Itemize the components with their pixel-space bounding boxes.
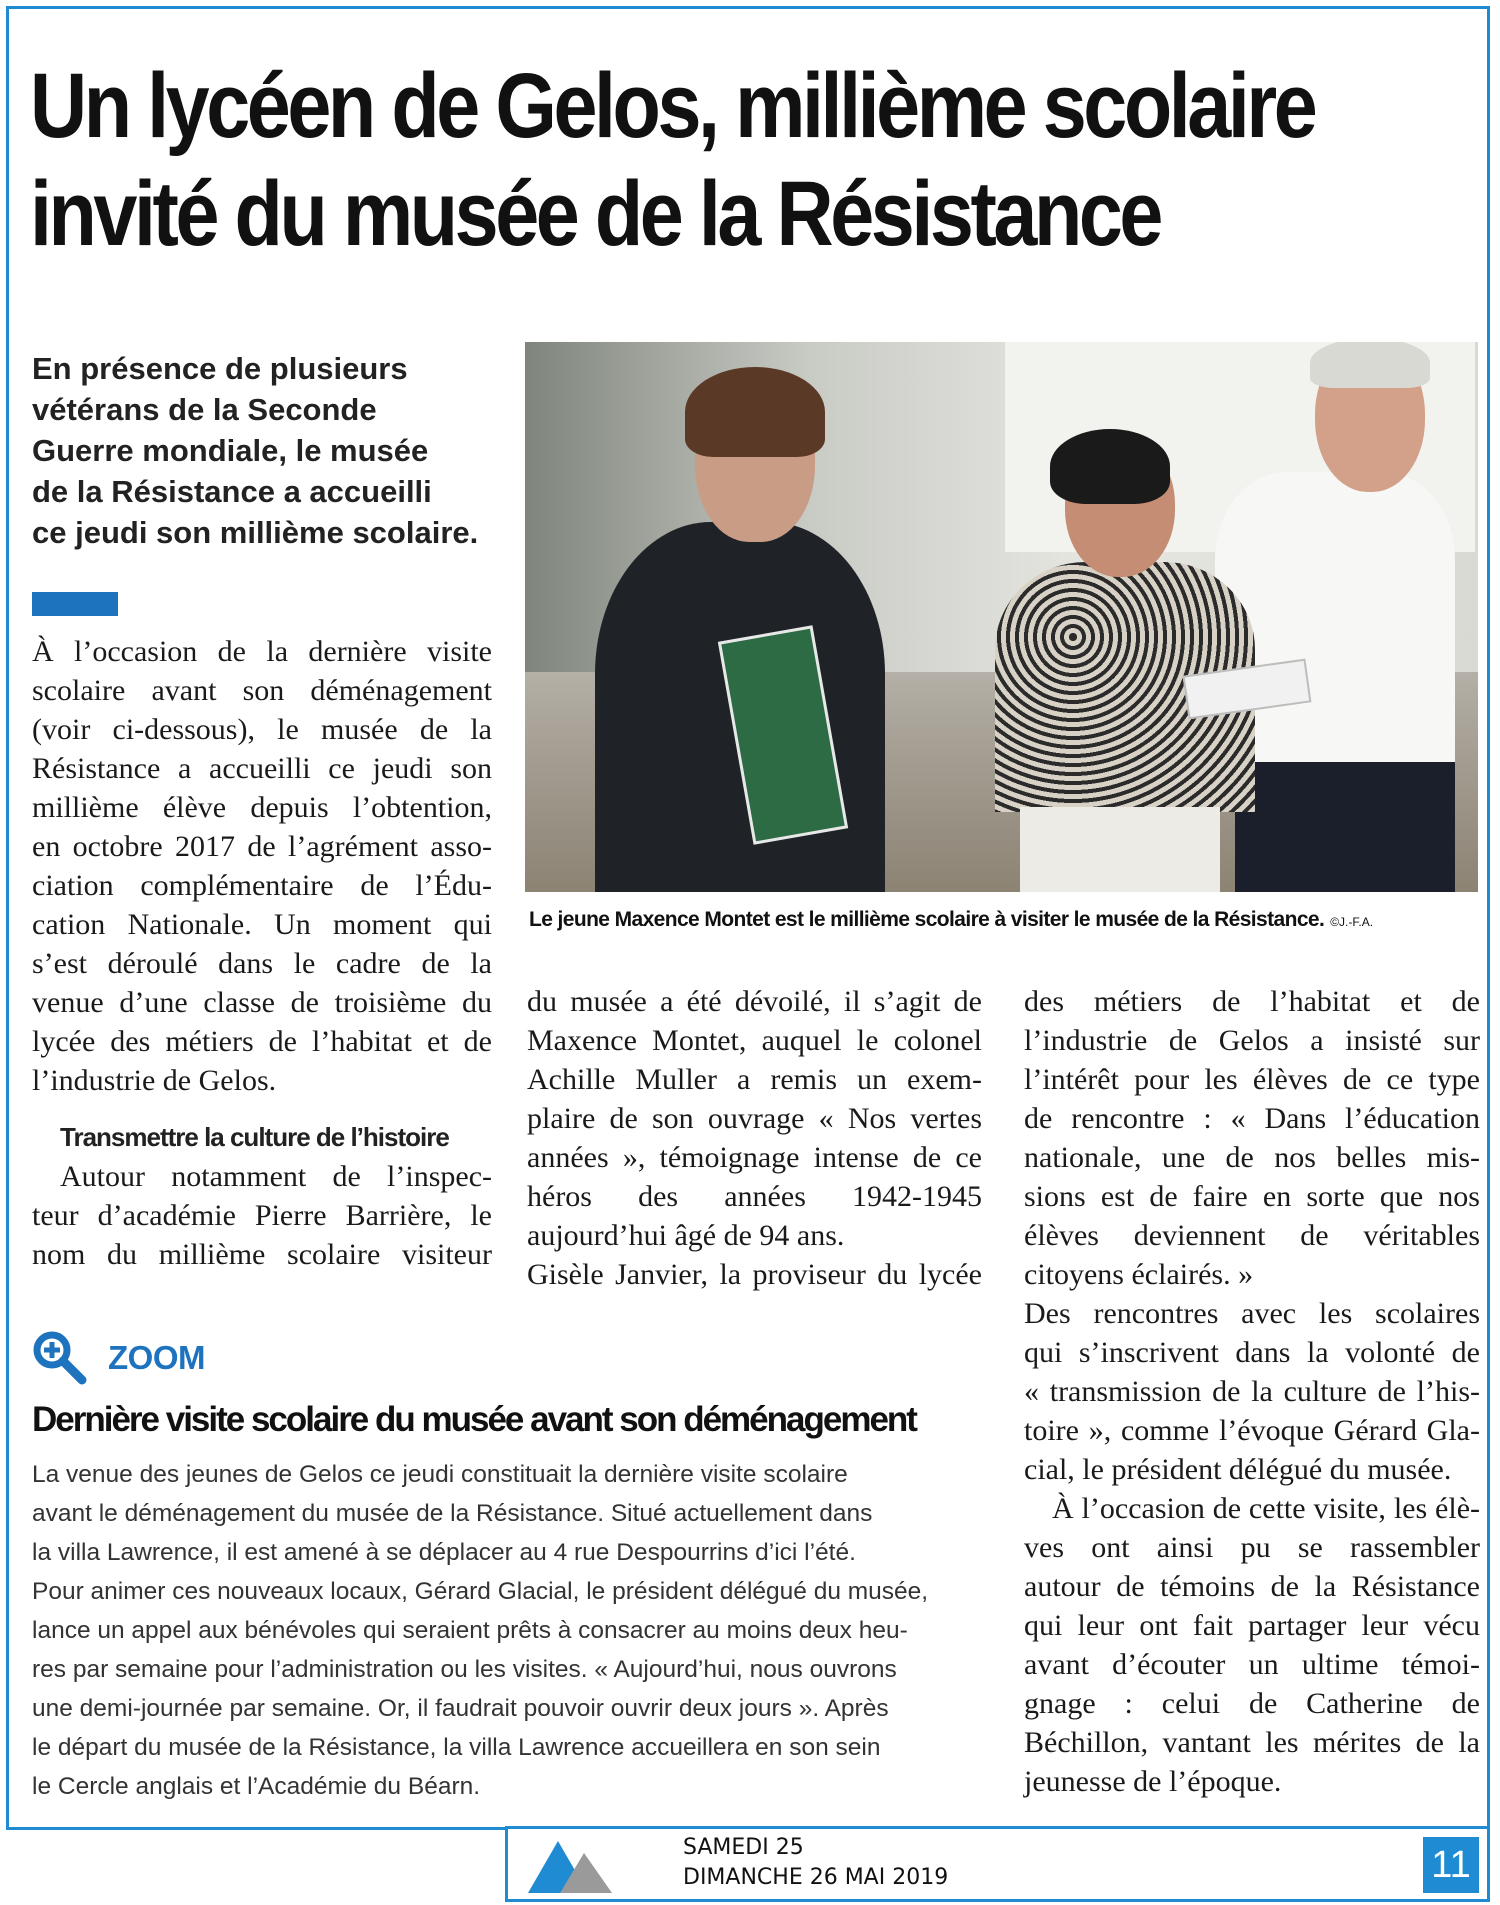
body-line: Béchillon, vantant les mérites de la	[1024, 1726, 1480, 1759]
issue-date-line-1: SAMEDI 25	[683, 1835, 804, 1860]
body-line: Gisèle Janvier, la proviseur du lycée	[527, 1258, 982, 1291]
body-line: de rencontre : « Dans l’éducation	[1024, 1102, 1480, 1135]
zoom-line: La venue des jeunes de Gelos ce jeudi constituait la dernière visite scolaire	[32, 1461, 848, 1488]
caption-text: Le jeune Maxence Montet est le millième scolaire à visiter le musée de la Résistance.	[529, 908, 1325, 931]
body-line: Des rencontres avec les scolaires	[1024, 1297, 1480, 1330]
body-line: avant d’écouter un ultime témoi-	[1024, 1648, 1480, 1681]
body-line: l’industrie de Gelos.	[32, 1064, 277, 1097]
body-line: venue d’une classe de troisième du	[32, 986, 492, 1019]
body-line: Achille Muller a remis un exem-	[527, 1063, 982, 1096]
article-column-3	[1024, 982, 1480, 1801]
body-line: À l’occasion de cette visite, les élè-	[1052, 1492, 1480, 1525]
photo-credit: ©J.-F.A.	[1330, 915, 1374, 929]
body-line: l’industrie de Gelos a insisté sur	[1024, 1024, 1480, 1057]
body-line: gnage : celui de Catherine de	[1024, 1687, 1480, 1720]
body-line: À l’occasion de la dernière visite	[32, 635, 492, 668]
body-line: teur d’académie Pierre Barrière, le	[32, 1199, 492, 1232]
body-line: s’est déroulé dans le cadre de la	[32, 947, 492, 980]
body-line: du musée a été dévoilé, il s’agit de	[527, 985, 982, 1018]
body-line: élèves deviennent de véritables	[1024, 1219, 1480, 1252]
photo-caption	[529, 908, 1489, 932]
body-line: héros des années 1942-1945	[527, 1180, 982, 1213]
zoom-line: Pour animer ces nouveaux locaux, Gérard Glacial, le président délégué du musée,	[32, 1578, 929, 1605]
zoom-line: la villa Lawrence, il est amené à se déplacer au 4 rue Despourrins d’ici l’été.	[32, 1539, 856, 1566]
lede	[32, 348, 502, 553]
zoom-label: ZOOM	[108, 1339, 205, 1376]
lede-line: de la Résistance a accueilli	[32, 474, 432, 509]
body-line: l’intérêt pour les élèves de ce type	[1024, 1063, 1480, 1096]
body-line: années », témoignage intense de ce	[527, 1141, 982, 1174]
body-line: aujourd’hui âgé de 94 ans.	[527, 1219, 845, 1252]
body-line: qui leur ont fait partager leur vécu	[1024, 1609, 1480, 1642]
body-line: scolaire avant son déménagement	[32, 674, 492, 707]
accent-bar	[32, 592, 118, 616]
zoom-line: avant le déménagement du musée de la Résistance. Situé actuellement dans	[32, 1500, 873, 1527]
lede-line: En présence de plusieurs	[32, 351, 408, 386]
body-line: Maxence Montet, auquel le colonel	[527, 1024, 982, 1057]
body-line: lycée des métiers de l’habitat et de	[32, 1025, 492, 1058]
zoom-line: une demi-journée par semaine. Or, il faudrait pouvoir ouvrir deux jours ». Après	[32, 1695, 889, 1722]
body-line: citoyens éclairés. »	[1024, 1258, 1254, 1291]
body-line: plaire de son ouvrage « Nos vertes	[527, 1102, 982, 1135]
headline-line: Un lycéen de Gelos, millième scolaire	[30, 55, 1315, 157]
page-number: 11	[1423, 1837, 1479, 1893]
body-line: toire », comme l’évoque Gérard Gla-	[1024, 1414, 1480, 1447]
zoom-body	[32, 1455, 982, 1806]
body-line: des métiers de l’habitat et de	[1024, 985, 1480, 1018]
zoom-line: res par semaine pour l’administration ou les visites. « Aujourd’hui, nous ouvrons	[32, 1656, 897, 1683]
headline-line: invité du musée de la Résistance	[30, 163, 1160, 265]
page-footer	[505, 1826, 1490, 1902]
issue-date-line-2: DIMANCHE 26 MAI 2019	[683, 1865, 949, 1890]
magnifier-plus-icon	[32, 1330, 88, 1386]
body-line: (voir ci-dessous), le musée de la	[32, 713, 492, 746]
body-line: jeunesse de l’époque.	[1024, 1765, 1282, 1798]
body-line: en octobre 2017 de l’agrément asso-	[32, 830, 492, 863]
body-line: ciation complémentaire de l’Édu-	[32, 869, 492, 902]
lede-line: ce jeudi son millième scolaire.	[32, 515, 479, 550]
zoom-header	[32, 1330, 205, 1386]
zoom-line: lance un appel aux bénévoles qui seraient prêts à consacrer au moins deux heu-	[32, 1617, 908, 1644]
zoom-line: le départ du musée de la Résistance, la villa Lawrence accueillera en son sein	[32, 1734, 881, 1761]
body-line: Résistance a accueilli ce jeudi son	[32, 752, 492, 785]
article-column-1	[32, 632, 492, 1274]
zoom-line: le Cercle anglais et l’Académie du Béarn.	[32, 1773, 481, 1800]
body-line: qui s’inscrivent dans la volonté de	[1024, 1336, 1480, 1369]
body-line: ves ont ainsi pu se rassembler	[1024, 1531, 1480, 1564]
lede-line: vétérans de la Seconde	[32, 392, 377, 427]
body-line: cial, le président délégué du musée.	[1024, 1453, 1452, 1486]
headline	[30, 52, 1315, 268]
body-line: nationale, une de nos belles mis-	[1024, 1141, 1480, 1174]
zoom-title: Dernière visite scolaire du musée avant son déménagement	[32, 1400, 916, 1439]
body-line: autour de témoins de la Résistance	[1024, 1570, 1480, 1603]
article-column-2	[527, 982, 982, 1294]
lede-line: Guerre mondiale, le musée	[32, 433, 429, 468]
body-line: millième élève depuis l’obtention,	[32, 791, 492, 824]
body-line: sions est de faire en sorte que nos	[1024, 1180, 1480, 1213]
body-line: cation Nationale. Un moment qui	[32, 908, 492, 941]
article-photo	[525, 342, 1478, 892]
section-subhead: Transmettre la culture de l’histoire	[60, 1122, 449, 1152]
publication-logo-icon	[520, 1835, 620, 1895]
body-line: « transmission de la culture de l’his-	[1024, 1375, 1480, 1408]
body-line: Autour notamment de l’inspec-	[60, 1160, 492, 1193]
issue-date	[683, 1833, 948, 1893]
body-line: nom du millième scolaire visiteur	[32, 1238, 492, 1271]
